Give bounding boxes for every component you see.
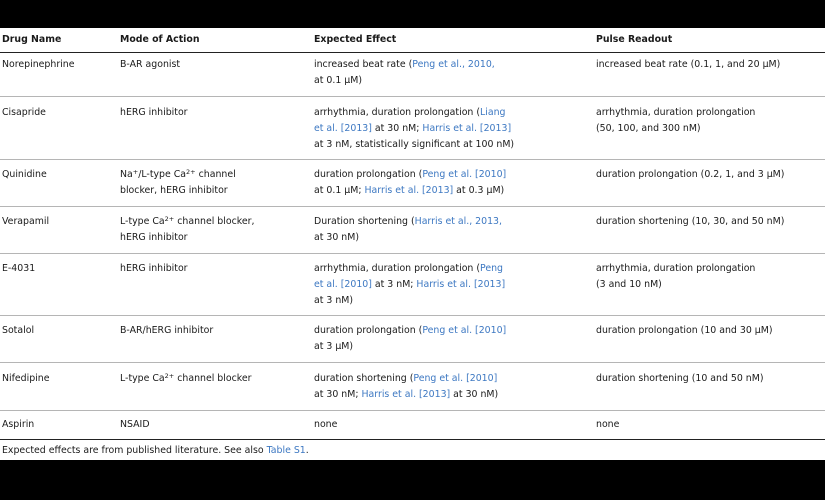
citation-link[interactable]: Harris et al. [2013]	[416, 279, 506, 290]
pulse-readout: none	[596, 419, 620, 430]
expected-effect-line: at 30 nM)	[314, 232, 359, 243]
citation-link[interactable]: Peng et al. [2010]	[422, 325, 507, 336]
header-mode-of-action: Mode of Action	[120, 34, 200, 45]
mode-of-action: L-type $Ca^{2+}$ channel blocker,	[120, 215, 255, 227]
expected-effect-line: duration shortening (Peng et al. [2010]	[314, 373, 498, 384]
drug-name: Verapamil	[2, 216, 50, 227]
row-divider	[0, 159, 825, 160]
expected-effect-line: at 0.1 µM; Harris et al. [2013] at 0.3 µM)	[314, 185, 505, 196]
expected-effect-line: at 3 nM, statistically significant at 100 nM)	[314, 139, 515, 150]
mode-of-action: blocker, hERG inhibitor	[120, 185, 228, 196]
bottom-black-bar	[0, 460, 825, 500]
row-divider	[0, 206, 825, 207]
header-rule	[0, 52, 825, 53]
row-divider	[0, 410, 825, 411]
drug-name: Sotalol	[2, 325, 35, 336]
mode-of-action: hERG inhibitor	[120, 107, 188, 118]
mode-of-action: B-AR agonist	[120, 59, 181, 70]
expected-effect-line: duration prolongation (Peng et al. [2010]	[314, 169, 507, 180]
pulse-readout: duration prolongation (10 and 30 µM)	[596, 325, 773, 336]
drug-name: Quinidine	[2, 169, 47, 180]
expected-effect-line: at 30 nM; Harris et al. [2013] at 30 nM)	[314, 389, 499, 400]
citation-link[interactable]: Harris et al. [2013]	[422, 123, 512, 134]
citation-link[interactable]: Peng	[480, 263, 503, 274]
top-black-bar	[0, 0, 825, 28]
pulse-readout: duration prolongation (0.2, 1, and 3 µM)	[596, 169, 785, 180]
pulse-readout: arrhythmia, duration prolongation	[596, 107, 756, 118]
expected-effect-line: increased beat rate (Peng et al., 2010,	[314, 59, 495, 70]
pulse-readout: increased beat rate (0.1, 1, and 20 µM)	[596, 59, 781, 70]
mode-of-action: L-type $Ca^{2+}$ channel blocker	[120, 372, 252, 384]
citation-link[interactable]: Liang	[480, 107, 506, 118]
citation-link[interactable]: Peng et al. [2010]	[413, 373, 498, 384]
table-sheet	[0, 28, 825, 460]
expected-effect-line: Duration shortening (Harris et al., 2013,	[314, 216, 502, 227]
mode-of-action: Na+/L-type $Ca^{2+}$ channel	[120, 168, 236, 180]
expected-effect-line: arrhythmia, duration prolongation (Peng	[314, 263, 503, 274]
header-drug-name: Drug Name	[2, 34, 62, 45]
mode-of-action: B-AR/hERG inhibitor	[120, 325, 214, 336]
expected-effect-line: et al. [2010] at 3 nM; Harris et al. [2013]	[314, 279, 506, 290]
pulse-readout: arrhythmia, duration prolongation	[596, 263, 756, 274]
citation-link[interactable]: Harris et al., 2013,	[414, 216, 502, 227]
table-bottom-rule	[0, 439, 825, 440]
citation-link[interactable]: et al. [2010]	[314, 279, 372, 290]
mode-of-action: NSAID	[120, 419, 150, 430]
drug-name: Nifedipine	[2, 373, 50, 384]
expected-effect-line: at 3 nM)	[314, 295, 354, 306]
row-divider	[0, 253, 825, 254]
pulse-readout: duration shortening (10 and 50 nM)	[596, 373, 764, 384]
expected-effect-line: none	[314, 419, 338, 430]
citation-link[interactable]: Harris et al. [2013]	[364, 185, 454, 196]
expected-effect-line: et al. [2013] at 30 nM; Harris et al. [2013]	[314, 123, 512, 134]
pulse-readout: duration shortening (10, 30, and 50 nM)	[596, 216, 785, 227]
header-expected-effect: Expected Effect	[314, 34, 397, 45]
pulse-readout: (3 and 10 nM)	[596, 279, 662, 290]
pulse-readout: (50, 100, and 300 nM)	[596, 123, 701, 134]
row-divider	[0, 96, 825, 97]
citation-link[interactable]: Peng et al. [2010]	[422, 169, 507, 180]
mode-of-action: hERG inhibitor	[120, 263, 188, 274]
drug-name: Cisapride	[2, 107, 46, 118]
table-footnote: Expected effects are from published literature. See also Table S1.	[2, 445, 309, 456]
drug-name: E-4031	[2, 263, 36, 274]
expected-effect-line: duration prolongation (Peng et al. [2010]	[314, 325, 507, 336]
citation-link[interactable]: et al. [2013]	[314, 123, 372, 134]
table-s1-link[interactable]: Table S1	[266, 445, 306, 456]
drug-name: Aspirin	[2, 419, 35, 430]
header-pulse-readout: Pulse Readout	[596, 34, 673, 45]
citation-link[interactable]: Peng et al., 2010,	[412, 59, 495, 70]
row-divider	[0, 315, 825, 316]
expected-effect-line: at 0.1 µM)	[314, 75, 363, 86]
mode-of-action: hERG inhibitor	[120, 232, 188, 243]
expected-effect-line: arrhythmia, duration prolongation (Liang	[314, 107, 506, 118]
drug-name: Norepinephrine	[2, 59, 75, 70]
expected-effect-line: at 3 µM)	[314, 341, 354, 352]
citation-link[interactable]: Harris et al. [2013]	[361, 389, 451, 400]
row-divider	[0, 362, 825, 363]
